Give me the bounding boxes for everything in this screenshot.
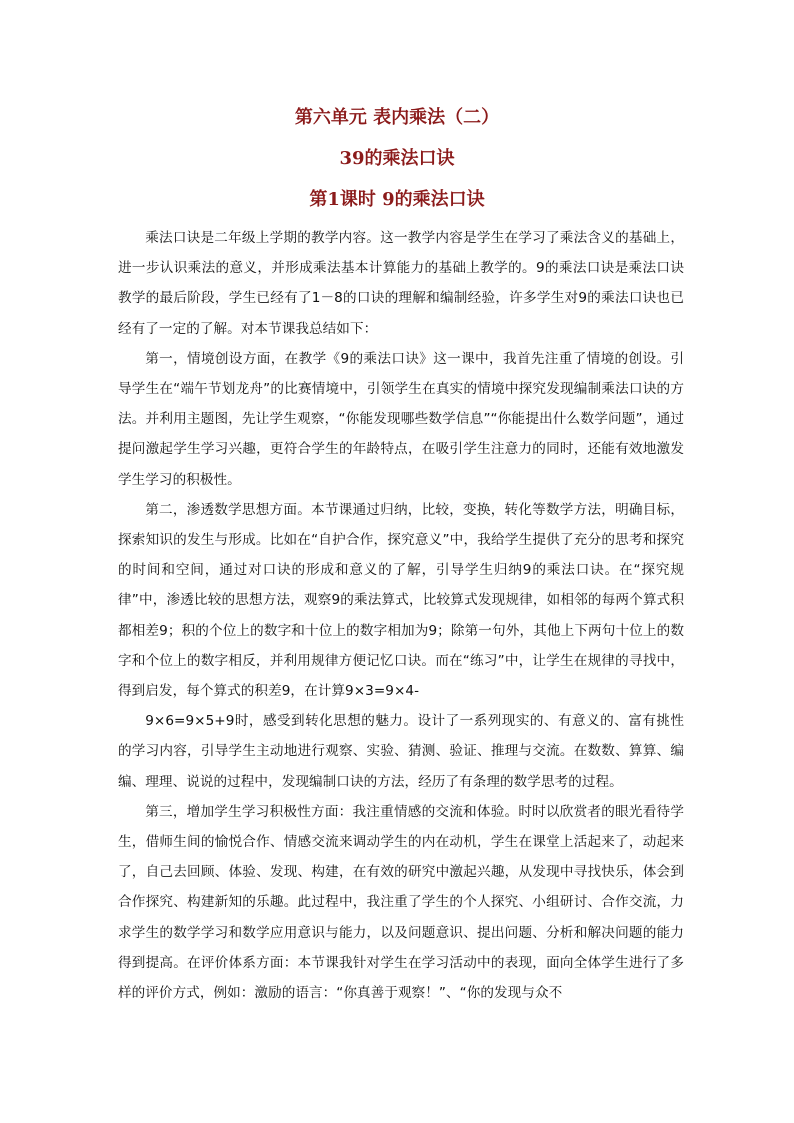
section-heading: 39的乘法口诀 <box>339 148 455 169</box>
body-text <box>118 223 684 1008</box>
paragraph-first-point: 第一，情境创设方面，在教学《9的乘法口诀》这一课中，我首先注重了情境的创设。引导学生在“端午节划龙舟”的比赛情境中，引领学生在真实的情境中探究发现编制乘法口诀的方法。并利用主题图，先让学生观察，“你能发现哪些数学信息”“你能提出什么数学问题”，通过提问激起学生学习兴趣，更符合学生的年龄特点，在吸引学生注意力的同时，还能有效地激发学生学习的积极性。 <box>118 350 684 488</box>
paragraph-third-point: 第三，增加学生学习积极性方面：我注重情感的交流和体验。时时以欣赏者的眼光看待学生，借师生间的愉悦合作、情感交流来调动学生的内在动机，学生在课堂上活起来了，动起来了，自己去回顾、体验、发现、构建，在有效的研究中激起兴趣，从发现中寻找快乐，体会到合作探究、构建新知的乐趣。此过程中，我注重了学生的个人探究、小组研讨、合作交流，力求学生的数学学习和数学应用意识与能力，以及问题意识、提出问题、分析和解决问题的能力得到提高。在评价体系方面：本节课我针对学生在学习活动中的表现，面向全体学生进行了多样的评价方式，例如：激励的语言：“你真善于观察！”、“你的发现与众不 <box>118 803 684 1002</box>
paragraph-intro: 乘法口诀是二年级上学期的教学内容。这一教学内容是学生在学习了乘法含义的基础上，进一步认识乘法的意义，并形成乘法基本计算能力的基础上教学的。9的乘法口诀是乘法口诀教学的最后阶段，学生已经有了1－8的口诀的理解和编制经验，许多学生对9的乘法口诀也已经有了一定的了解。对本节课我总结如下： <box>118 230 684 337</box>
lesson-heading: 第1课时 9的乘法口诀 <box>309 189 485 210</box>
paragraph-second-point: 第二，渗透数学思想方面。本节课通过归纳，比较，变换，转化等数学方法，明确目标，探索知识的发生与形成。比如在“自护合作，探究意义”中，我给学生提供了充分的思考和探究的时间和空间，通过对口诀的形成和意义的了解，引导学生归纳9的乘法口诀。在“探究规律”中，渗透比较的思想方法，观察9的乘法算式，比较算式发现规律，如相邻的每两个算式积都相差9；积的个位上的数字和十位上的数字相加为9；除第一句外，其他上下两句十位上的数字和个位上的数字相反，并利用规律方便记忆口诀。而在“练习”中，让学生在规律的寻找中，得到启发，每个算式的积差9，在计算9×3=9×4- <box>118 501 684 700</box>
unit-heading: 第六单元 表内乘法（二） <box>294 107 500 128</box>
paragraph-second-point-continued: 9×6=9×5+9时，感受到转化思想的魅力。设计了一系列现实的、有意义的、富有挑性的学习内容，引导学生主动地进行观察、实验、猜测、验证、推理与交流。在数数、算算、编编、理理、说说的过程中，发现编制口诀的方法，经历了有条理的数学思考的过程。 <box>118 713 684 790</box>
